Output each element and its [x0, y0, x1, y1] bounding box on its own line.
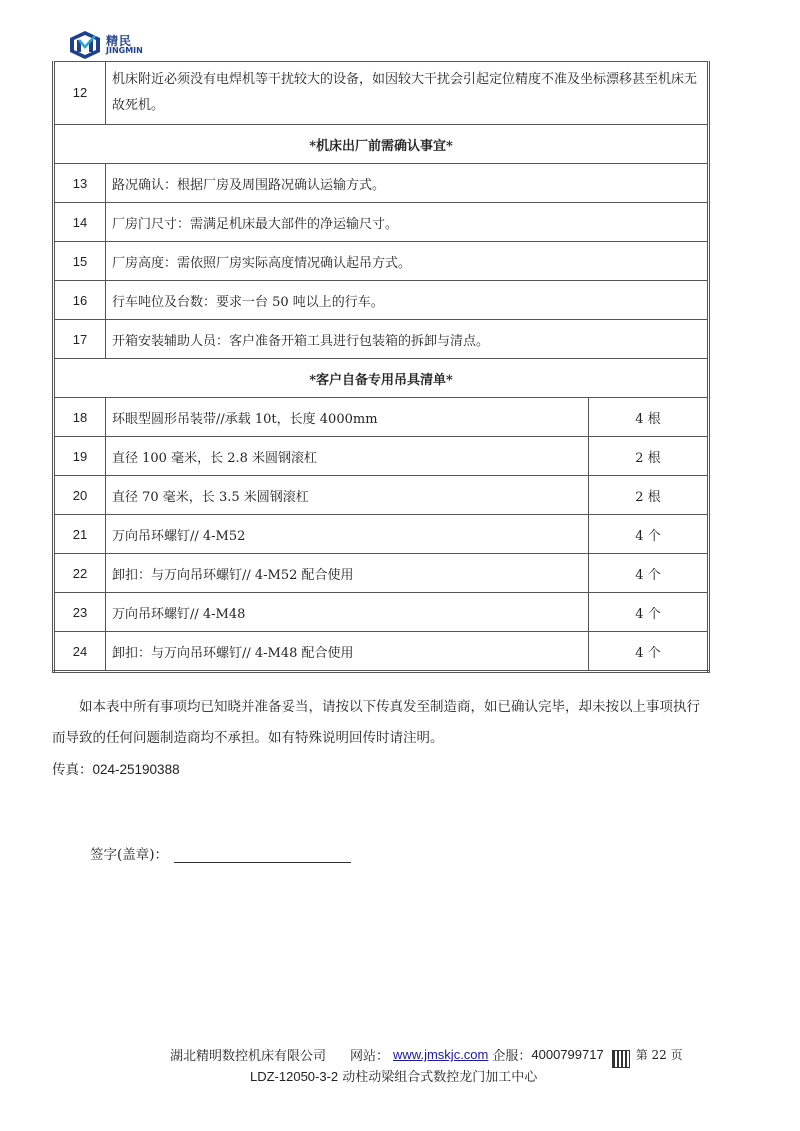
row-quantity: 4 根 — [589, 398, 709, 437]
table-row — [54, 242, 709, 281]
table-row — [54, 281, 709, 320]
row-number: 17 — [54, 320, 106, 359]
signature-line[interactable] — [174, 848, 351, 863]
website-label: 网站： — [350, 1049, 390, 1064]
row-quantity: 2 根 — [589, 437, 709, 476]
section-title-factory-checks: *机床出厂前需确认事宜* — [54, 125, 709, 164]
row-text: 直径 70 毫米，长 3.5 米圆钢滚杠 — [106, 476, 589, 515]
row-text: 厂房高度：需依照厂房实际高度情况确认起吊方式。 — [106, 242, 709, 281]
table-row — [54, 632, 709, 672]
table-row — [54, 320, 709, 359]
signature-label: 签字(盖章)： — [90, 847, 169, 863]
row-number: 14 — [54, 203, 106, 242]
table-row — [54, 476, 709, 515]
row-number: 12 — [54, 62, 106, 125]
model-code: LDZ-12050-3-2 — [250, 1069, 339, 1084]
row-quantity: 2 根 — [589, 476, 709, 515]
row-text: 万向吊环螺钉// 4-M48 — [106, 593, 589, 632]
row-number: 22 — [54, 554, 106, 593]
fax-label: 传真： — [52, 762, 93, 778]
table-row — [54, 593, 709, 632]
row-text: 行车吨位及台数：要求一台 50 吨以上的行车。 — [106, 281, 709, 320]
row-quantity: 4 个 — [589, 593, 709, 632]
row-number: 21 — [54, 515, 106, 554]
row-text: 机床附近必须没有电焊机等干扰较大的设备，如因较大干扰会引起定位精度不准及坐标漂移甚至机床无故死机。 — [106, 62, 709, 125]
table-row — [54, 62, 709, 125]
row-text: 卸扣：与万向吊环螺钉// 4-M48 配合使用 — [106, 632, 589, 672]
footer-line-1 — [170, 1045, 683, 1064]
row-number: 23 — [54, 593, 106, 632]
footer-line-2 — [250, 1066, 537, 1085]
row-text: 厂房门尺寸：需满足机床最大部件的净运输尺寸。 — [106, 203, 709, 242]
table-row — [54, 398, 709, 437]
logo-english-text: JINGMIN — [106, 46, 143, 55]
company-name: 湖北精明数控机床有限公司 — [170, 1049, 327, 1064]
table-row — [54, 203, 709, 242]
table-row — [54, 554, 709, 593]
row-text: 万向吊环螺钉// 4-M52 — [106, 515, 589, 554]
website-link[interactable]: www.jmskjc.com — [393, 1047, 489, 1062]
row-number: 24 — [54, 632, 106, 672]
row-quantity: 4 个 — [589, 515, 709, 554]
row-number: 15 — [54, 242, 106, 281]
fax-number: 024-25190388 — [92, 762, 180, 777]
section-header-row — [54, 125, 709, 164]
section-title-lifting-tools: *客户自备专用吊具清单* — [54, 359, 709, 398]
fax-line — [52, 758, 180, 778]
row-number: 19 — [54, 437, 106, 476]
row-text: 开箱安装辅助人员：客户准备开箱工具进行包装箱的拆卸与清点。 — [106, 320, 709, 359]
table-row — [54, 164, 709, 203]
table-row — [54, 437, 709, 476]
row-text: 直径 100 毫米，长 2.8 米圆钢滚杠 — [106, 437, 589, 476]
signature-block — [90, 843, 351, 863]
logo-chinese-text: 精民 — [106, 34, 133, 48]
row-text: 路况确认：根据厂房及周围路况确认运输方式。 — [106, 164, 709, 203]
table-row — [54, 515, 709, 554]
row-text: 环眼型圆形吊装带//承载 10t，长度 4000mm — [106, 398, 589, 437]
notice-paragraph: 如本表中所有事项均已知晓并准备妥当，请按以下传真发至制造商，如已确认完毕，却未按以上事项执行而导致的任何问题制造商均不承担。如有特殊说明回传时请注明。 — [52, 699, 700, 746]
qr-code-icon — [612, 1050, 630, 1068]
row-text: 卸扣：与万向吊环螺钉// 4-M52 配合使用 — [106, 554, 589, 593]
page-number: 第 22 页 — [635, 1048, 683, 1062]
row-quantity: 4 个 — [589, 632, 709, 672]
requirements-table — [52, 61, 710, 673]
row-number: 16 — [54, 281, 106, 320]
service-label: 企服： — [492, 1049, 532, 1064]
company-logo — [68, 30, 168, 60]
service-phone: 4000799717 — [531, 1047, 604, 1062]
row-number: 18 — [54, 398, 106, 437]
row-number: 20 — [54, 476, 106, 515]
row-number: 13 — [54, 164, 106, 203]
model-name: 动柱动梁组合式数控龙门加工中心 — [342, 1070, 538, 1085]
section-header-row — [54, 359, 709, 398]
jingmin-logo-icon — [68, 30, 102, 60]
row-quantity: 4 个 — [589, 554, 709, 593]
